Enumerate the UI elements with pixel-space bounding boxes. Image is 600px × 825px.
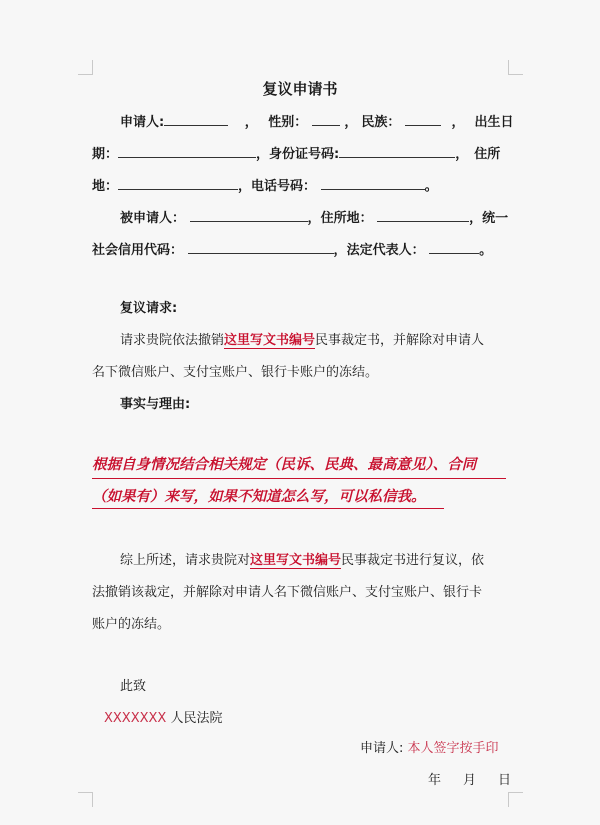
sex-label: 性别： [268,115,308,130]
id-number-blank[interactable] [339,144,455,158]
birth-label-part2: 期： [92,147,119,162]
request-text-b: 民事裁定书，并解除对申请人 [315,333,485,348]
credit-code-label-part1: 统一 [482,211,509,226]
legal-rep-blank[interactable] [429,240,479,254]
corner-mark-bottom-left [78,792,93,807]
corner-mark-top-left [78,60,93,75]
address-label-part2: 地： [92,179,119,194]
respondent-label: 被申请人： [120,211,186,226]
respondent-line-2: 社会信用代码： ，法定代表人： 。 [92,240,492,260]
request-line-2: 名下微信账户、支付宝账户、银行卡账户的冻结。 [92,365,379,380]
applicant-name-blank[interactable] [164,112,228,126]
conclusion-text-a: 综上所述，请求贵院对 [120,553,251,568]
date-day: 日 [498,773,512,788]
request-doc-number-placeholder[interactable]: 这里写文书编号 [224,333,316,348]
request-text-a: 请求贵院依法撤销 [120,333,225,348]
respondent-address-label: 住所地： [320,211,373,226]
applicant-label: 申请人 [120,115,160,130]
corner-mark-bottom-right [508,792,523,807]
request-line-1 [120,332,484,350]
id-number-label: 身份证号码 [269,147,335,162]
facts-note-line-2: （如果有）来写，如果不知道怎么写，可以私信我。 [92,489,426,505]
date-year: 年 [428,773,442,788]
court-line [104,710,223,728]
facts-heading: 事实与理由: [120,397,191,412]
court-name-placeholder[interactable]: XXXXXXX [104,711,167,726]
court-suffix: 人民法院 [170,711,223,726]
address-label-part1: 住所 [474,147,501,162]
conclusion-line-1 [120,552,484,570]
signer-line [360,740,499,758]
signer-note[interactable]: 本人签字按手印 [407,741,499,756]
applicant-line-2: 期： ，身份证号码: ， 住所 [92,144,500,164]
facts-note-underline-1 [92,478,506,479]
date-line [428,772,511,790]
conclusion-doc-number-placeholder[interactable]: 这里写文书编号 [250,553,342,568]
credit-code-blank[interactable] [188,240,334,254]
respondent-name-blank[interactable] [190,208,308,222]
ethnicity-label: 民族： [361,115,401,130]
corner-mark-top-right [508,60,523,75]
respondent-line-1: 被申请人： ，住所地： ，统一 [120,208,508,228]
facts-note-underline-2 [92,508,444,509]
conclusion-line-2: 法撤销该裁定，并解除对申请人名下微信账户、支付宝账户、银行卡 [92,585,483,600]
facts-note-line-1: 根据自身情况结合相关规定（民诉、民典、最高意见）、合同 [92,457,477,473]
credit-code-label-part2: 社会信用代码： [92,243,184,258]
conclusion-text-b: 民事裁定书进行复议，依 [341,553,485,568]
phone-blank[interactable] [321,176,425,190]
applicant-line-3: 地： ，电话号码： 。 [92,176,438,196]
applicant-line-1: 申请人: ， 性别： ， 民族： ， 出生日 [120,112,513,132]
salutation: 此致 [120,679,147,694]
date-month: 月 [463,773,477,788]
birth-date-blank[interactable] [118,144,256,158]
ethnicity-blank[interactable] [405,112,441,126]
address-blank[interactable] [118,176,238,190]
phone-label: 电话号码： [251,179,317,194]
legal-rep-label: 法定代表人： [346,243,425,258]
document-title: 复议申请书 [262,80,338,98]
conclusion-line-3: 账户的冻结。 [92,617,171,632]
birth-label-part1: 出生日 [474,115,514,130]
signer-label: 申请人: [360,741,404,756]
respondent-address-blank[interactable] [377,208,469,222]
request-heading: 复议请求: [120,301,178,316]
sex-blank[interactable] [312,112,340,126]
